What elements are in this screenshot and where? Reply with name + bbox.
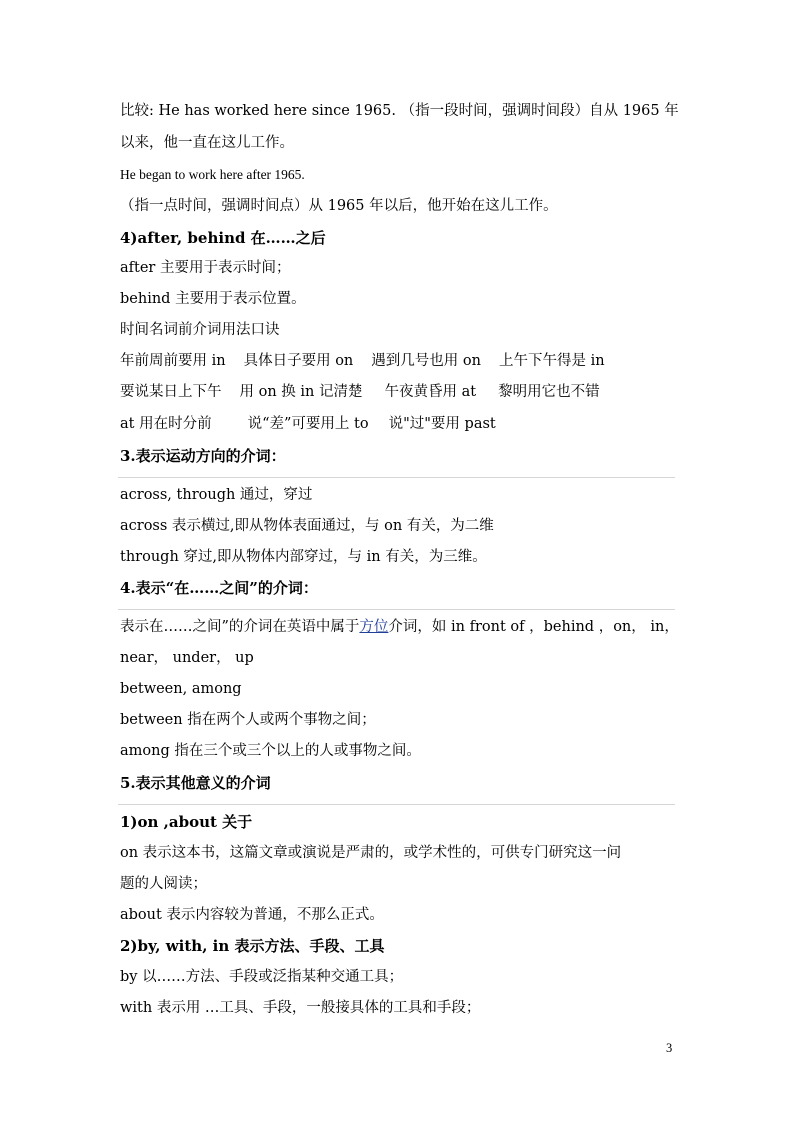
text-line: near， under， up — [120, 650, 254, 666]
text-line: on 表示这本书，这篇文章或演说是严肃的，或学术性的，可供专门研究这一问 — [120, 845, 622, 861]
section-heading: 4.表示“在……之间”的介词： — [120, 579, 318, 597]
rhyme-phrase: 要说某日上下午 — [120, 384, 222, 400]
rhyme-phrase: 黎明用它也不错 — [498, 384, 600, 400]
rhyme-phrase: 说“差”可要用上 to — [247, 416, 369, 432]
text-line: （指一点时间，强调时间点）从 1965 年以后，他开始在这儿工作。 — [120, 198, 558, 214]
page-number: 3 — [666, 1041, 673, 1055]
subheading: 4)after, behind 在……之后 — [120, 229, 326, 247]
direction-link[interactable]: 方位 — [359, 619, 389, 635]
rhyme-line — [120, 414, 496, 434]
text-line: 时间名词前介词用法口诀 — [120, 322, 280, 338]
subheading: 1)on ,about 关于 — [120, 813, 253, 831]
section-heading: 3.表示运动方向的介词： — [120, 447, 286, 465]
text-line: through 穿过,即从物体内部穿过，与 in 有关，为三维。 — [120, 549, 487, 565]
text-line: after 主要用于表示时间； — [120, 260, 291, 276]
text-line: 以来，他一直在这儿工作。 — [120, 135, 294, 151]
text-fragment: 表示在……之间”的介词在英语中属于 — [120, 619, 360, 635]
rhyme-line — [120, 351, 605, 371]
rhyme-phrase: at 用在时分前 — [120, 416, 212, 432]
rhyme-phrase: 上午下午得是 in — [498, 353, 605, 369]
text-line: about 表示内容较为普通，不那么正式。 — [120, 907, 384, 923]
text-line: 题的人阅读； — [120, 876, 207, 892]
divider — [118, 477, 675, 478]
text-line — [120, 617, 679, 637]
text-line: between 指在两个人或两个事物之间； — [120, 712, 376, 728]
text-line: 比较: He has worked here since 1965. （指一段时间，强调时间段）自从 1965 年 — [120, 103, 679, 119]
text-line: behind 主要用于表示位置。 — [120, 291, 306, 307]
text-line: between, among — [120, 681, 242, 697]
rhyme-phrase: 年前周前要用 in — [120, 353, 226, 369]
rhyme-phrase: 说"过"要用 past — [388, 416, 496, 432]
rhyme-phrase: 用 on 换 in 记清楚 — [239, 384, 363, 400]
rhyme-phrase: 遇到几号也用 on — [371, 353, 481, 369]
text-line: across, through 通过，穿过 — [120, 487, 313, 503]
rhyme-line — [120, 382, 600, 402]
subheading: 2)by, with, in 表示方法、手段、工具 — [120, 937, 385, 955]
rhyme-phrase: 午夜黄昏用 at — [384, 384, 477, 400]
divider — [118, 804, 675, 805]
text-line: across 表示横过,即从物体表面通过，与 on 有关，为二维 — [120, 518, 494, 534]
text-line: by 以……方法、手段或泛指某种交通工具； — [120, 969, 404, 985]
text-line: He began to work here after 1965. — [120, 167, 305, 182]
text-fragment: 介词，如 in front of ，behind ，on， in， — [388, 619, 679, 635]
text-line: among 指在三个或三个以上的人或事物之间。 — [120, 743, 421, 759]
section-heading: 5.表示其他意义的介词 — [120, 774, 271, 792]
divider — [118, 609, 675, 610]
text-line: with 表示用 …工具、手段，一般接具体的工具和手段； — [120, 1000, 481, 1016]
rhyme-phrase: 具体日子要用 on — [243, 353, 354, 369]
